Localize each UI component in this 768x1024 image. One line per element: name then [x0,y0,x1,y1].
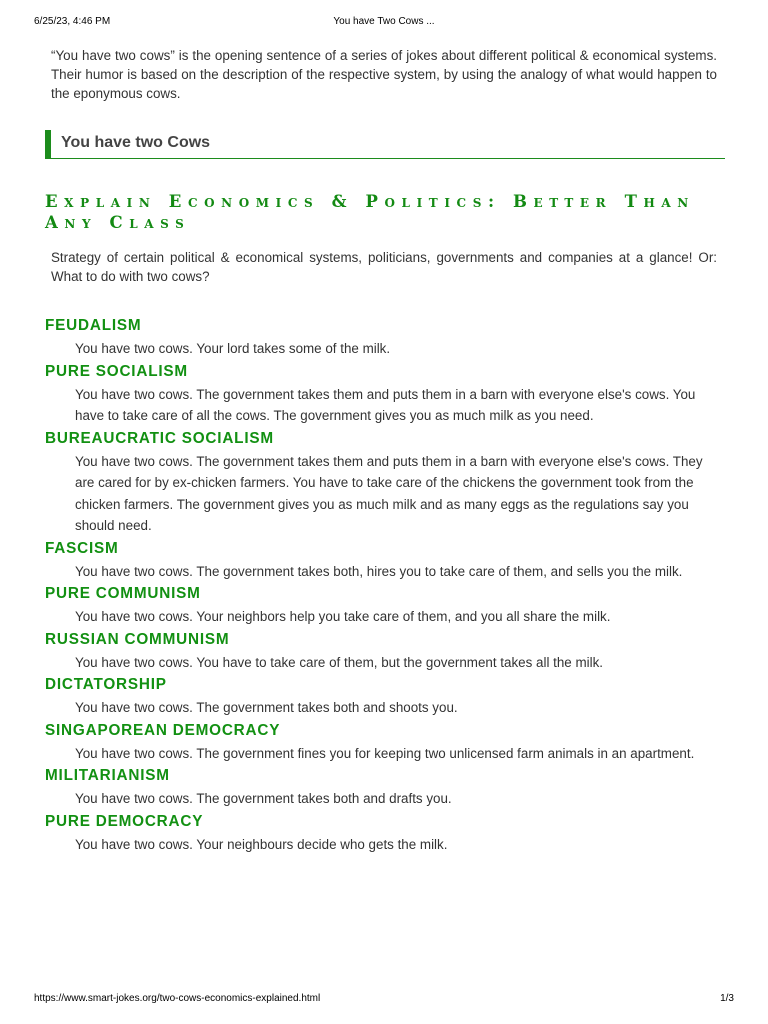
print-footer [34,993,734,1007]
entry-heading: BUREAUCRATIC SOCIALISM [45,429,274,447]
entry-heading: MILITARIANISM [45,767,170,784]
entry-text: You have two cows. The government takes both and shoots you. [75,700,458,715]
entry-text: You have two cows. The government takes both and drafts you. [75,791,452,806]
intro-paragraph: “You have two cows” is the opening sentence of a series of jokes about different political & economical systems. Their humor is based on the description of the respective system, by using the analogy of what would happen to the eponymous cows. [51,48,717,101]
print-title: You have Two Cows ... [333,16,435,27]
entry-text: You have two cows. The government takes them and puts them in a barn with everyone else's cows. They are cared for by ex-chicken farmers. You have to take care of the chickens the government took from the chicken farmers. The government gives you as much milk and as many eggs as the regulations say you should need. [75,453,703,533]
entry-text: You have two cows. Your neighbors help you take care of them, and you all share the milk. [75,609,611,624]
entry-heading: PURE COMMUNISM [45,585,201,602]
entry-heading: FASCISM [45,539,119,557]
page-url-link[interactable]: https://www.smart-jokes.org/two-cows-economics-explained.html [34,993,321,1004]
list-item [45,630,725,674]
list-item [45,675,725,719]
entry-text: You have two cows. The government takes them and puts them in a barn with everyone else's cows. You have to take care of all the cows. The government gives you as much milk as you need. [75,386,696,423]
entry-text: You have two cows. Your neighbours decide who gets the milk. [75,836,448,852]
entry-heading: RUSSIAN COMMUNISM [45,630,230,648]
entry-heading: DICTATORSHIP [45,676,167,693]
list-item [45,429,725,537]
entry-heading: FEUDALISM [45,317,142,334]
print-date: 6/25/23, 4:46 PM [34,16,111,27]
joke-list [45,316,725,857]
list-item [45,766,725,810]
list-item [45,316,725,360]
entry-heading: PURE DEMOCRACY [45,812,204,830]
list-item [45,812,725,856]
list-item [45,721,725,765]
list-item [45,584,725,628]
entry-text: You have two cows. The government takes both, hires you to take care of them, and sells you the milk. [75,563,683,579]
page-title: Explain Economics & Politics: Better Than Any Class [45,192,695,232]
entry-text: You have two cows. Your lord takes some of the milk. [75,341,391,356]
entry-heading: PURE SOCIALISM [45,362,188,380]
list-item [45,362,725,427]
list-item [45,539,725,583]
section-heading: You have two Cows [61,134,211,151]
entry-text: You have two cows. You have to take care of them, but the government takes all the milk. [75,654,603,670]
print-header [34,16,734,30]
page-number: 1/3 [720,993,734,1004]
strategy-paragraph: Strategy of certain political & economical systems, politicians, governments and companies at a glance! Or: What to do with two cows? [51,250,717,284]
entry-heading: SINGAPOREAN DEMOCRACY [45,721,281,739]
section-heading-box [45,130,725,159]
entry-text: You have two cows. The government fines you for keeping two unlicensed farm animals in an apartment. [75,745,695,761]
